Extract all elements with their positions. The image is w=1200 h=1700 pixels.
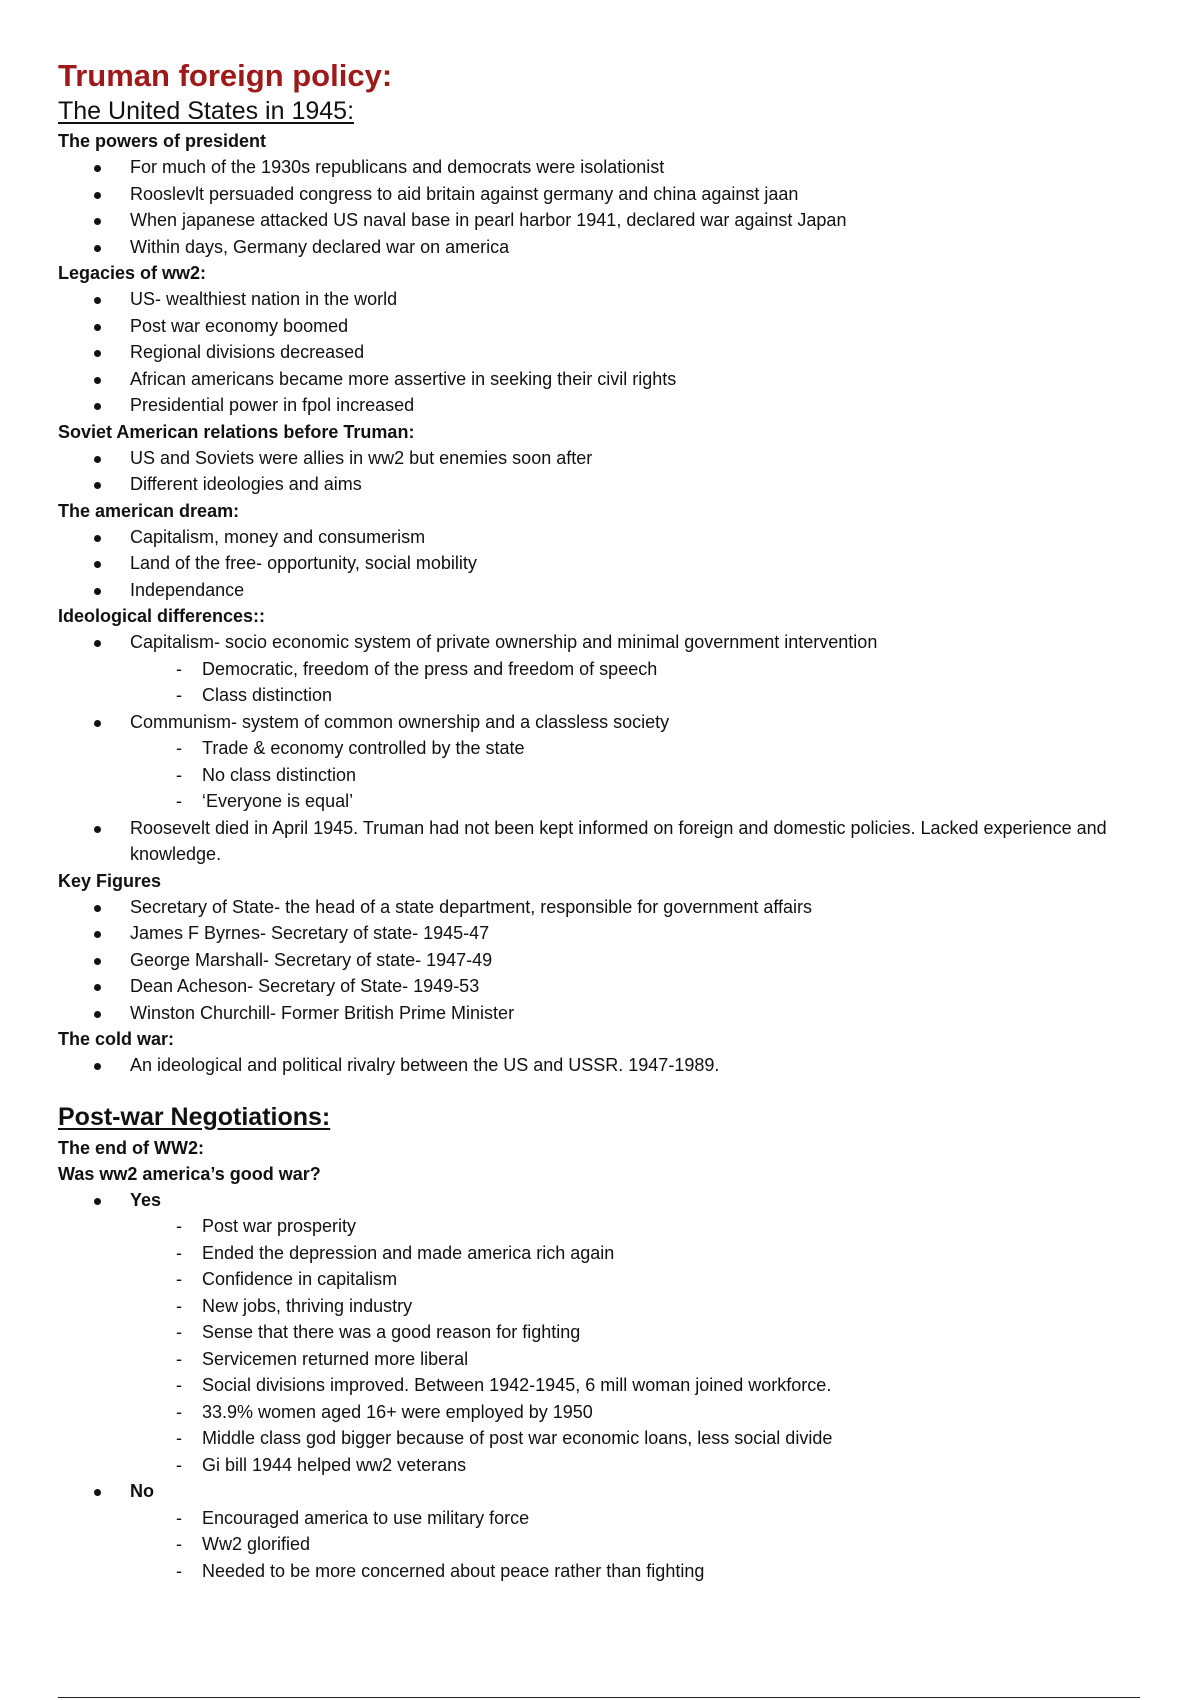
bullet-item: [58, 920, 1138, 947]
dash-item: [130, 735, 1138, 762]
dash-icon: -: [176, 685, 182, 705]
dash-text: No class distinction: [202, 764, 357, 785]
bullet-item: [58, 629, 1138, 656]
sub-list-container: [58, 1213, 1138, 1478]
bullet-icon: [94, 245, 101, 252]
dash-item: [130, 1558, 1138, 1585]
bullet-item: [58, 366, 1138, 393]
dash-item: [130, 1531, 1138, 1558]
bullet-icon: [94, 165, 101, 172]
bullet-icon: [94, 456, 101, 463]
dash-item: [130, 1319, 1138, 1346]
section-heading: The powers of president: [58, 131, 267, 151]
bullet-icon: [94, 192, 101, 199]
dash-text: Ww2 glorified: [202, 1534, 311, 1554]
dash-icon: -: [176, 1507, 182, 1528]
dash-item: [130, 1452, 1138, 1479]
bullet-text: When japanese attacked US naval base in pearl harbor 1941, declared war against Japan: [130, 210, 847, 230]
bullet-icon: [94, 482, 101, 489]
bullet-item: [58, 973, 1138, 1000]
section-heading: Was ww2 america’s good war?: [58, 1163, 321, 1184]
bullet-list: [58, 154, 1138, 260]
bullet-icon: [94, 931, 101, 938]
dash-icon: -: [176, 1242, 182, 1263]
bullet-text: An ideological and political rivalry between the US and USSR. 1947-1989.: [130, 1055, 720, 1075]
dash-icon: -: [176, 1295, 182, 1316]
dash-text: Ended the depression and made america rich again: [202, 1242, 615, 1263]
dash-item: [130, 1372, 1138, 1399]
page-title: Truman foreign policy:: [58, 58, 393, 93]
bullet-item: [58, 524, 1138, 551]
dash-text: Confidence in capitalism: [202, 1269, 398, 1289]
sub-list-container: [58, 656, 1138, 709]
bullet-text: Land of the free- opportunity, social mobility: [130, 553, 477, 573]
bullet-icon: [94, 958, 101, 965]
dash-text: Needed to be more concerned about peace rather than fighting: [202, 1560, 705, 1581]
bullet-text: Secretary of State- the head of a state department, responsible for government affairs: [130, 896, 813, 917]
dash-text: Gi bill 1944 helped ww2 veterans: [202, 1454, 467, 1475]
document-body: [58, 56, 1138, 1584]
dash-text: 33.9% women aged 16+ were employed by 1950: [202, 1401, 593, 1422]
dash-list: [130, 735, 1138, 815]
dash-item: [130, 762, 1138, 789]
dash-item: [130, 1505, 1138, 1532]
bullet-item: [58, 1187, 1138, 1214]
bullet-text: James F Byrnes- Secretary of state- 1945-47: [130, 923, 490, 943]
bullet-text: Dean Acheson- Secretary of State- 1949-53: [130, 976, 480, 996]
dash-item: [130, 1399, 1138, 1426]
bullet-item: [58, 577, 1138, 604]
dash-text: Democratic, freedom of the press and freedom of speech: [202, 658, 658, 679]
section-heading: Ideological differences::: [58, 606, 266, 626]
dash-text: Post war prosperity: [202, 1216, 357, 1236]
bullet-text: Rooslevlt persuaded congress to aid britain against germany and china against jaan: [130, 183, 799, 204]
dash-icon: -: [176, 1322, 182, 1342]
bullet-text: Communism- system of common ownership and a classless society: [130, 711, 670, 732]
dash-text: ‘Everyone is equal’: [202, 791, 354, 811]
bullet-item: [58, 1478, 1138, 1505]
bullet-text: Yes: [130, 1189, 162, 1210]
bullet-icon: [94, 1063, 101, 1070]
bullet-text: Capitalism- socio economic system of private ownership and minimal government intervention: [130, 632, 878, 652]
bullet-icon: [94, 297, 101, 304]
dash-icon: -: [176, 764, 182, 785]
dash-icon: -: [176, 658, 182, 679]
dash-text: Trade & economy controlled by the state: [202, 738, 525, 758]
dash-icon: -: [176, 1454, 182, 1475]
bullet-icon: [94, 826, 101, 833]
section-heading: Key Figures: [58, 870, 162, 891]
bullet-item: [58, 947, 1138, 974]
section-heading: The american dream:: [58, 500, 240, 521]
section-heading: The end of WW2:: [58, 1137, 204, 1158]
bullet-icon: [94, 1489, 101, 1496]
bullet-text: US- wealthiest nation in the world: [130, 289, 398, 309]
dash-item: [130, 1425, 1138, 1452]
bullet-text: African americans became more assertive in seeking their civil rights: [130, 368, 677, 389]
dash-icon: -: [176, 1216, 182, 1236]
bullet-item: [58, 1000, 1138, 1027]
page-bottom-rule: [58, 1697, 1140, 1698]
bullet-item: [58, 339, 1138, 366]
bullet-text: George Marshall- Secretary of state- 1947-49: [130, 949, 493, 970]
dash-icon: -: [176, 1428, 182, 1448]
bullet-text: Regional divisions decreased: [130, 342, 365, 362]
bullet-list: [58, 629, 1138, 868]
bullet-text: Presidential power in fpol increased: [130, 395, 415, 415]
bullet-text: For much of the 1930s republicans and democrats were isolationist: [130, 157, 665, 177]
dash-item: [130, 682, 1138, 709]
dash-text: Middle class god bigger because of post war economic loans, less social divide: [202, 1428, 833, 1448]
section-heading-post-war: Post-war Negotiations:: [58, 1102, 331, 1131]
dash-icon: -: [176, 1375, 182, 1395]
dash-icon: -: [176, 1401, 182, 1422]
section-heading: Soviet American relations before Truman:: [58, 421, 415, 442]
dash-icon: -: [176, 1560, 182, 1581]
bullet-icon: [94, 984, 101, 991]
dash-list: [130, 656, 1138, 709]
bullet-icon: [94, 403, 101, 410]
bullet-text: US and Soviets were allies in ww2 but enemies soon after: [130, 447, 593, 468]
bullet-icon: [94, 377, 101, 384]
dash-text: New jobs, thriving industry: [202, 1295, 413, 1316]
part-one: [58, 128, 1138, 1079]
dash-text: Social divisions improved. Between 1942-1945, 6 mill woman joined workforce.: [202, 1375, 832, 1395]
bullet-icon: [94, 1011, 101, 1018]
bullet-text: Independance: [130, 579, 245, 600]
page-subtitle: The United States in 1945:: [58, 97, 355, 125]
dash-item: [130, 1266, 1138, 1293]
dash-item: [130, 1346, 1138, 1373]
bullet-list: [58, 1187, 1138, 1585]
bullet-text: Different ideologies and aims: [130, 474, 362, 494]
section-heading: The cold war:: [58, 1029, 175, 1049]
bullet-item: [58, 709, 1138, 736]
sub-list-container: [58, 735, 1138, 815]
bullet-icon: [94, 535, 101, 542]
bullet-item: [58, 1052, 1138, 1079]
bullet-list: [58, 894, 1138, 1027]
bullet-icon: [94, 1198, 101, 1205]
bullet-item: [58, 894, 1138, 921]
bullet-item: [58, 471, 1138, 498]
bullet-item: [58, 445, 1138, 472]
bullet-text: Within days, Germany declared war on america: [130, 236, 510, 257]
bullet-icon: [94, 350, 101, 357]
bullet-item: [58, 286, 1138, 313]
bullet-list: [58, 286, 1138, 419]
dash-item: [130, 1240, 1138, 1267]
sub-list-container: [58, 1505, 1138, 1585]
dash-item: [130, 788, 1138, 815]
bullet-list: [58, 445, 1138, 498]
dash-item: [130, 1293, 1138, 1320]
dash-text: Class distinction: [202, 685, 333, 705]
dash-item: [130, 1213, 1138, 1240]
bullet-icon: [94, 561, 101, 568]
section-heading: Legacies of ww2:: [58, 263, 207, 283]
dash-icon: -: [176, 1348, 182, 1369]
bullet-item: [58, 234, 1138, 261]
bullet-text: Post war economy boomed: [130, 315, 349, 336]
dash-icon: -: [176, 1534, 182, 1554]
bullet-list: [58, 1052, 1138, 1079]
dash-text: Servicemen returned more liberal: [202, 1348, 469, 1369]
bullet-text: Roosevelt died in April 1945. Truman had not been kept informed on foreign and domestic policies. Lacked experience and knowledge.: [130, 817, 1107, 864]
bullet-icon: [94, 588, 101, 595]
bullet-list: [58, 524, 1138, 604]
dash-icon: -: [176, 791, 182, 811]
part-two: [58, 1135, 1138, 1585]
bullet-item: [58, 181, 1138, 208]
bullet-item: [58, 313, 1138, 340]
dash-text: Sense that there was a good reason for fighting: [202, 1322, 581, 1342]
bullet-item: [58, 207, 1138, 234]
bullet-item: [58, 154, 1138, 181]
bullet-text: Capitalism, money and consumerism: [130, 526, 426, 547]
bullet-icon: [94, 640, 101, 647]
bullet-item: [58, 392, 1138, 419]
dash-icon: -: [176, 1269, 182, 1289]
bullet-item: [58, 815, 1138, 868]
bullet-icon: [94, 720, 101, 727]
dash-icon: -: [176, 738, 182, 758]
bullet-text: Winston Churchill- Former British Prime Minister: [130, 1002, 515, 1023]
bullet-icon: [94, 218, 101, 225]
dash-text: Encouraged america to use military force: [202, 1507, 530, 1528]
bullet-item: [58, 550, 1138, 577]
dash-list: [130, 1505, 1138, 1585]
dash-list: [130, 1213, 1138, 1478]
bullet-icon: [94, 905, 101, 912]
dash-item: [130, 656, 1138, 683]
bullet-text: No: [130, 1481, 154, 1501]
bullet-icon: [94, 324, 101, 331]
